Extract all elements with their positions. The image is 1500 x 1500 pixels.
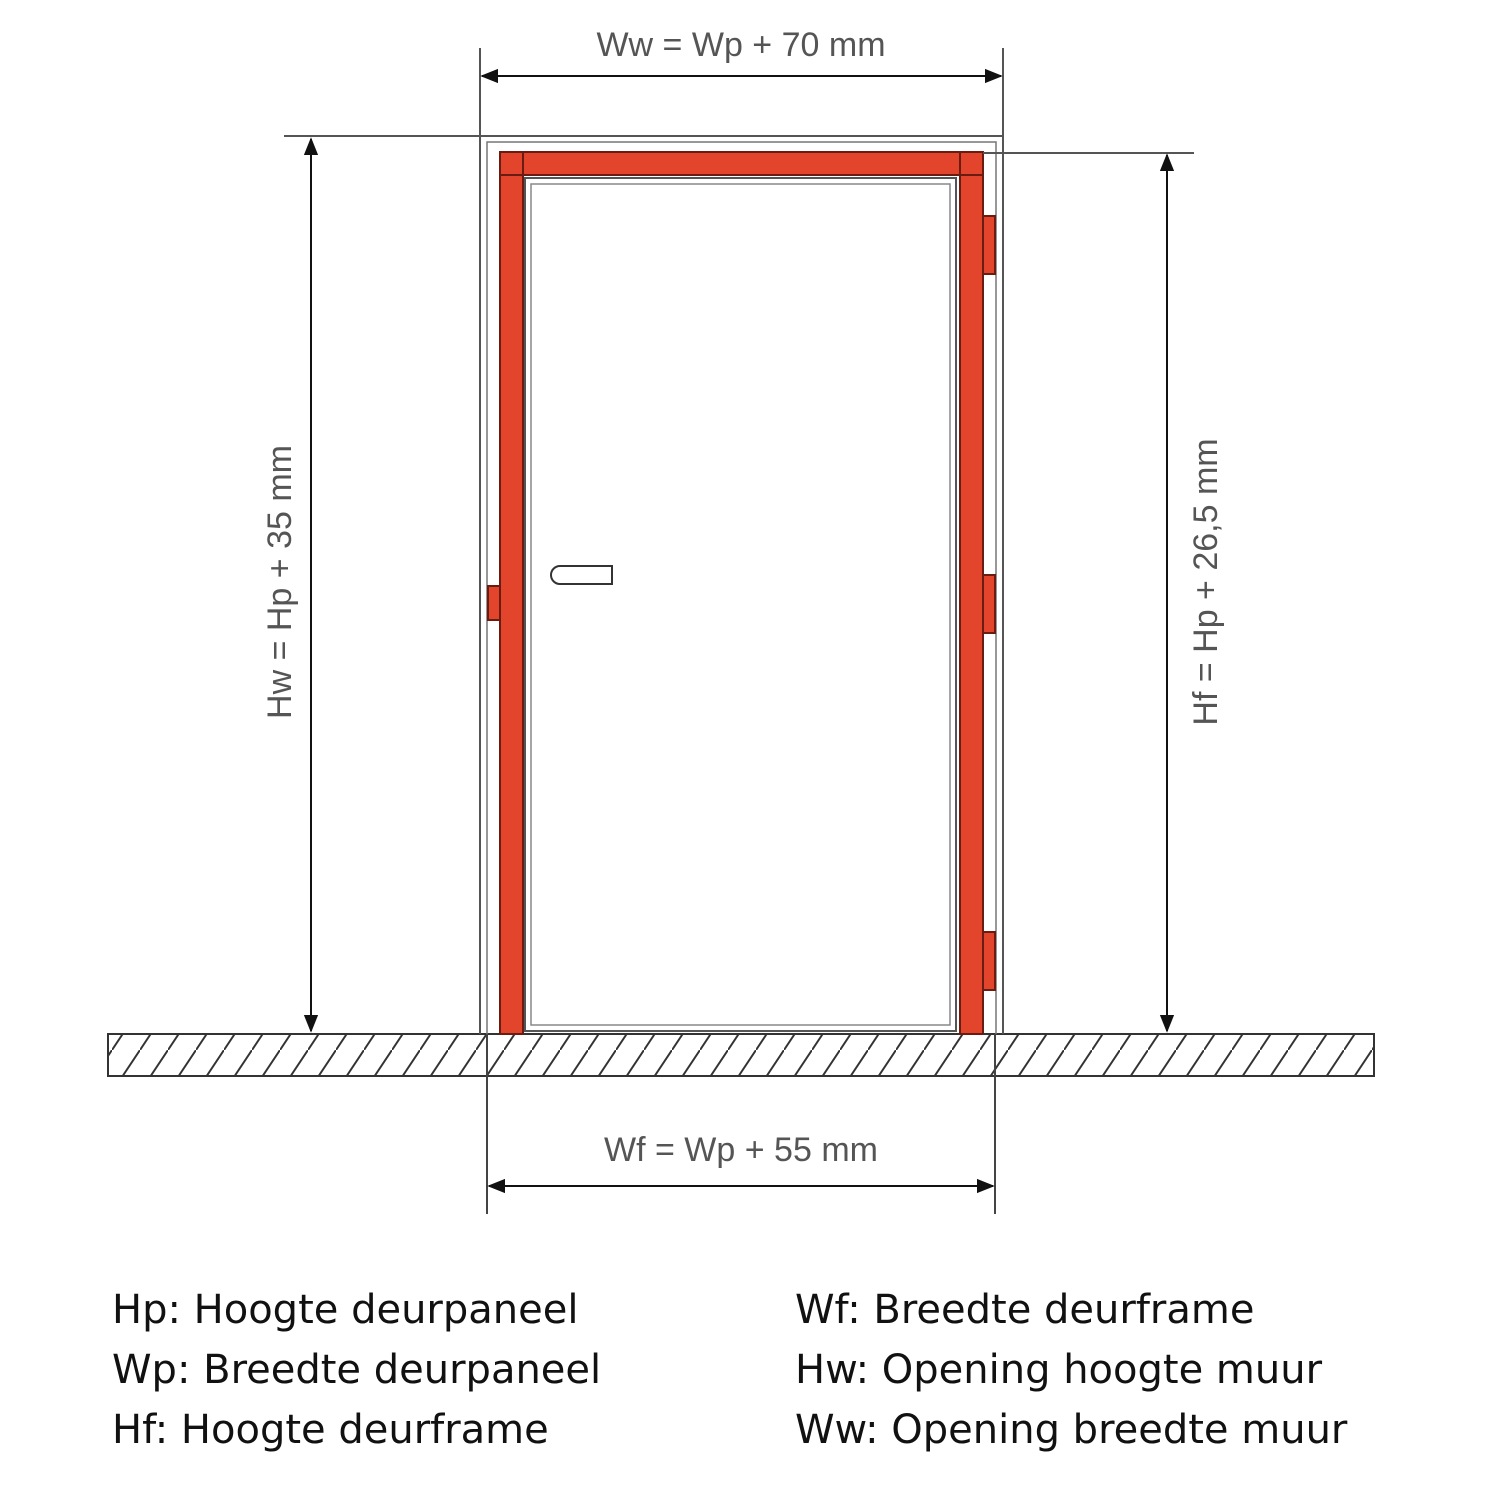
- label-ww: Ww = Wp + 70 mm: [596, 26, 886, 64]
- hinges: [983, 216, 995, 990]
- door-handle-icon: [551, 566, 612, 584]
- label-hw: Hw = Hp + 35 mm: [261, 445, 299, 719]
- dimension-hw: [261, 139, 311, 1031]
- hinge-bottom: [983, 932, 995, 990]
- door-panel: [525, 178, 956, 1031]
- label-wf: Wf = Wp + 55 mm: [604, 1131, 878, 1169]
- hinge-middle: [983, 575, 995, 633]
- frame-right-jamb: [960, 152, 983, 1034]
- frame-top: [500, 152, 983, 175]
- label-hf: Hf = Hp + 26,5 mm: [1187, 438, 1225, 726]
- strike-plate: [488, 586, 500, 620]
- legend-item-wp: Wp: Breedte deurpaneel: [112, 1347, 602, 1393]
- legend-item-wf: Wf: Breedte deurframe: [795, 1287, 1255, 1333]
- hinge-top: [983, 216, 995, 274]
- dimension-ww: [482, 26, 1001, 76]
- legend-left: [112, 1280, 601, 1460]
- legend-item-ww: Ww: Opening breedte muur: [795, 1407, 1348, 1453]
- legend-right: [795, 1280, 1347, 1460]
- legend-item-hp: Hp: Hoogte deurpaneel: [112, 1287, 579, 1333]
- dimension-hf: [983, 153, 1225, 1031]
- floor: [108, 1034, 1374, 1076]
- legend-item-hw: Hw: Opening hoogte muur: [795, 1347, 1323, 1393]
- frame-left-jamb: [500, 152, 523, 1034]
- legend-item-hf: Hf: Hoogte deurframe: [112, 1407, 549, 1453]
